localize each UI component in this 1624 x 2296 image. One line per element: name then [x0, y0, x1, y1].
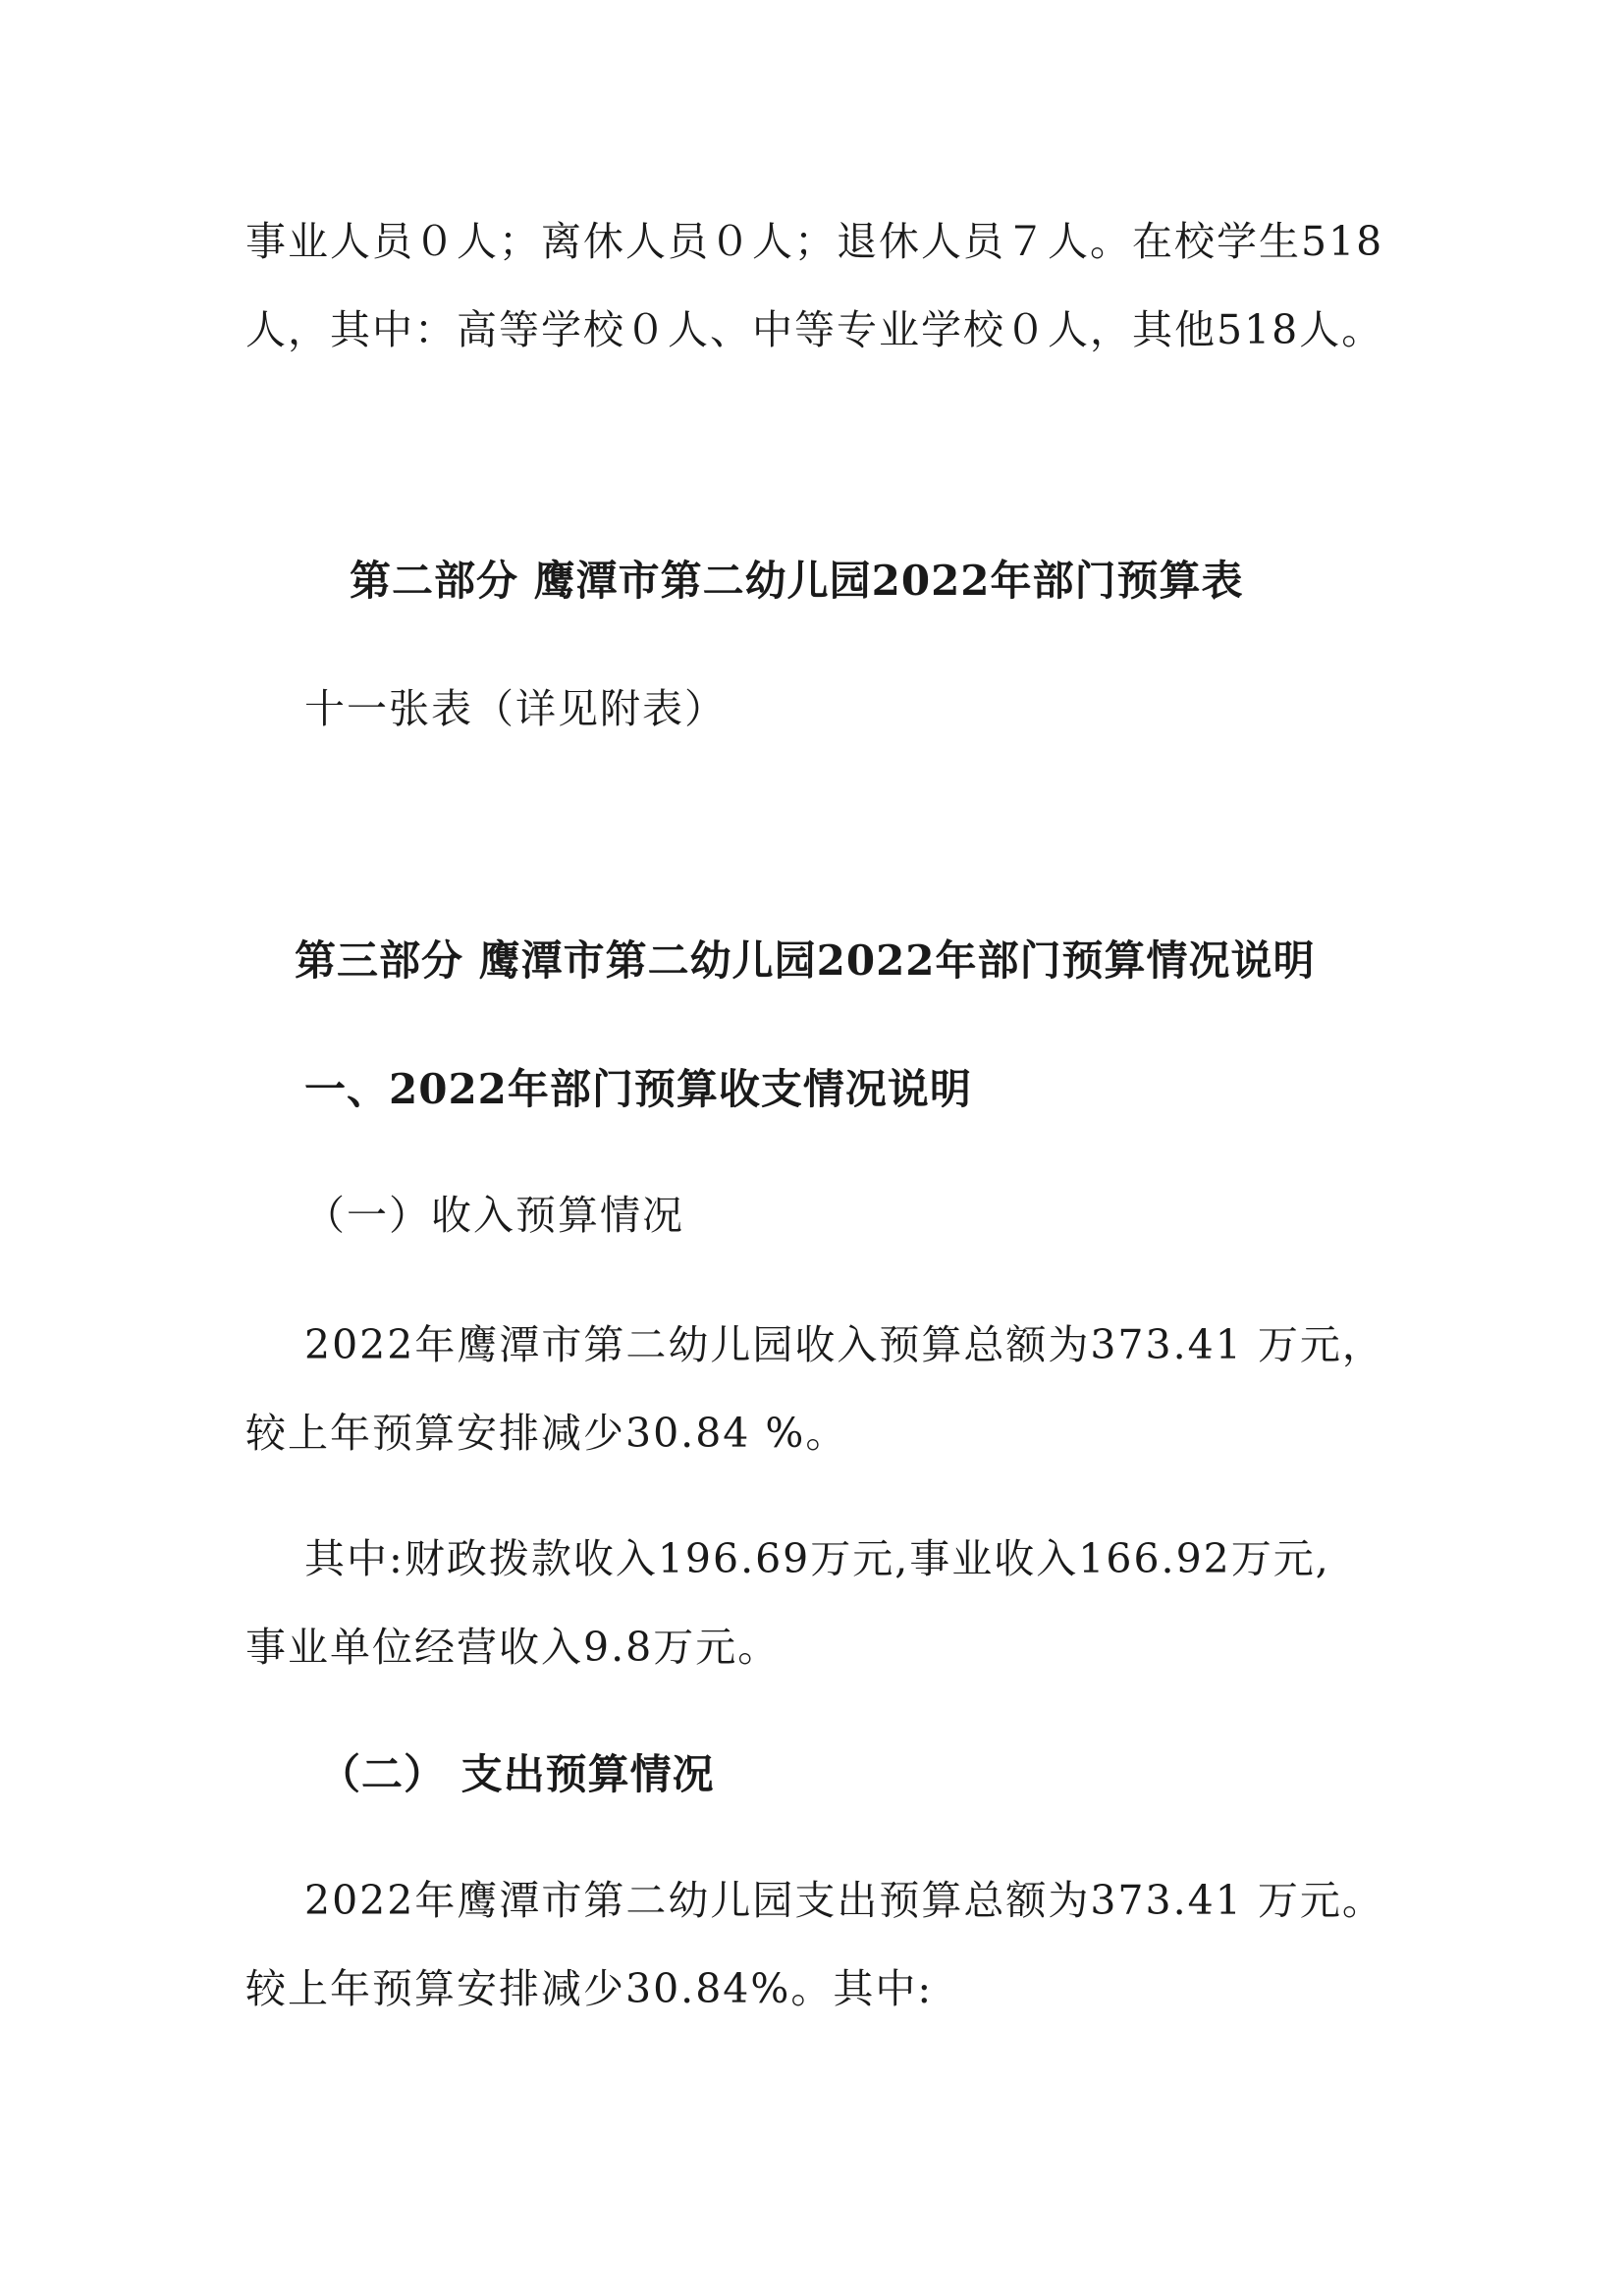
expense-para1-line1: 2022年鹰潭市第二幼儿园支出预算总额为373.41 万元。 — [304, 1877, 1384, 1924]
part2-title: 第二部分 鹰潭市第二幼儿园2022年部门预算表 — [350, 557, 1244, 605]
income-para2-line1: 其中:财政拨款收入196.69万元,事业收入166.92万元, — [304, 1535, 1330, 1582]
income-subtitle: （一）收入预算情况 — [304, 1192, 684, 1239]
part3-title: 第三部分 鹰潭市第二幼儿园2022年部门预算情况说明 — [295, 936, 1316, 985]
intro-line-2: 人，其中：高等学校０人、中等专业学校０人，其他518人。 — [245, 306, 1384, 353]
income-para2-line2: 事业单位经营收入9.8万元。 — [245, 1624, 781, 1671]
expense-subtitle: （二） 支出预算情况 — [319, 1750, 715, 1798]
expense-para1-line2: 较上年预算安排减少30.84%。其中: — [245, 1965, 934, 2012]
section1-title: 一、2022年部门预算收支情况说明 — [304, 1065, 972, 1113]
part2-note: 十一张表（详见附表） — [304, 685, 727, 732]
intro-line-1: 事业人员０人；离休人员０人；退休人员７人。在校学生518 — [245, 218, 1384, 265]
income-para1-line2: 较上年预算安排减少30.84 %。 — [245, 1410, 848, 1457]
income-para1-line1: 2022年鹰潭市第二幼儿园收入预算总额为373.41 万元， — [304, 1321, 1384, 1368]
